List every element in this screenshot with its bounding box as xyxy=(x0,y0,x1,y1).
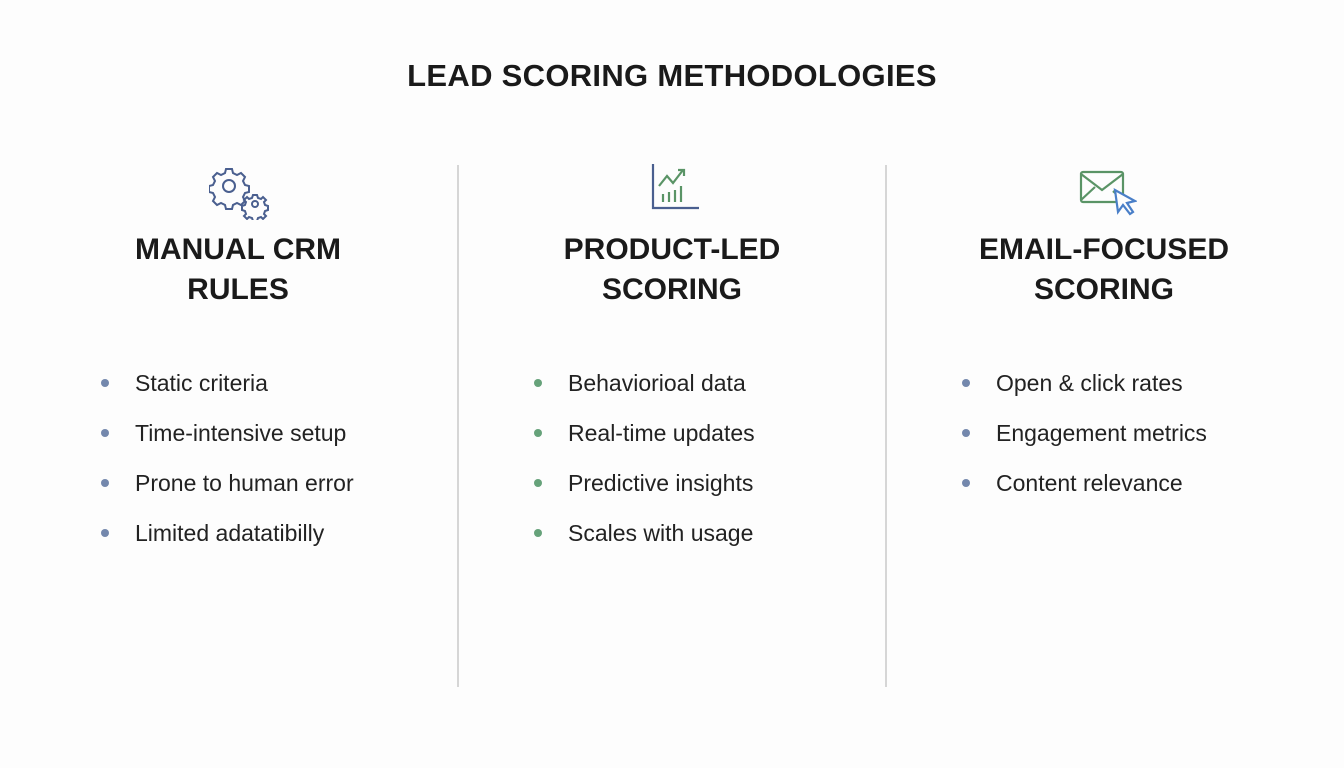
list-item-text: Time-intensive setup xyxy=(135,420,347,446)
column-heading xyxy=(457,230,887,310)
column-heading xyxy=(23,230,453,310)
heading-line: EMAIL-FOCUSED xyxy=(979,233,1229,266)
bullet-icon xyxy=(101,429,109,437)
heading-line: PRODUCT-LED xyxy=(563,233,781,266)
list-item-text: Engagement metrics xyxy=(996,420,1207,446)
list-item-text: Behaviorioal data xyxy=(568,370,746,396)
list-item-text: Predictive insights xyxy=(568,470,754,496)
list-item-text: Prone to human error xyxy=(135,470,354,496)
bullet-icon xyxy=(101,479,109,487)
bullet-icon xyxy=(534,379,542,387)
list-item-text: Open & click rates xyxy=(996,370,1183,396)
growth-chart-icon xyxy=(647,160,707,220)
list-item xyxy=(101,515,354,565)
list-item xyxy=(101,465,354,515)
column-heading xyxy=(889,230,1319,310)
list-item xyxy=(534,515,755,565)
heading-line: SCORING xyxy=(1033,273,1174,306)
heading-line: SCORING xyxy=(601,273,742,306)
list-item-text: Scales with usage xyxy=(568,520,754,546)
list-item xyxy=(962,465,1207,515)
bullet-icon xyxy=(534,479,542,487)
list-item xyxy=(101,365,354,415)
email-click-icon xyxy=(1077,160,1137,220)
list-item-text: Real-time updates xyxy=(568,420,755,446)
list-item xyxy=(534,465,755,515)
feature-list xyxy=(534,365,755,565)
list-item xyxy=(962,365,1207,415)
bullet-icon xyxy=(101,529,109,537)
feature-list xyxy=(101,365,354,565)
bullet-icon xyxy=(962,479,970,487)
list-item-text: Content relevance xyxy=(996,470,1183,496)
bullet-icon xyxy=(534,429,542,437)
list-item-text: Limited adatatibilly xyxy=(135,520,325,546)
bullet-icon xyxy=(101,379,109,387)
page-title: LEAD SCORING METHODOLOGIES xyxy=(407,58,937,93)
list-item xyxy=(534,415,755,465)
gears-icon xyxy=(209,160,269,220)
list-item xyxy=(534,365,755,415)
list-item xyxy=(101,415,354,465)
bullet-icon xyxy=(534,529,542,537)
list-item-text: Static criteria xyxy=(135,370,268,396)
feature-list xyxy=(962,365,1207,515)
bullet-icon xyxy=(962,429,970,437)
bullet-icon xyxy=(962,379,970,387)
list-item xyxy=(962,415,1207,465)
heading-line: MANUAL CRM xyxy=(134,233,342,266)
heading-line: RULES xyxy=(187,273,289,306)
